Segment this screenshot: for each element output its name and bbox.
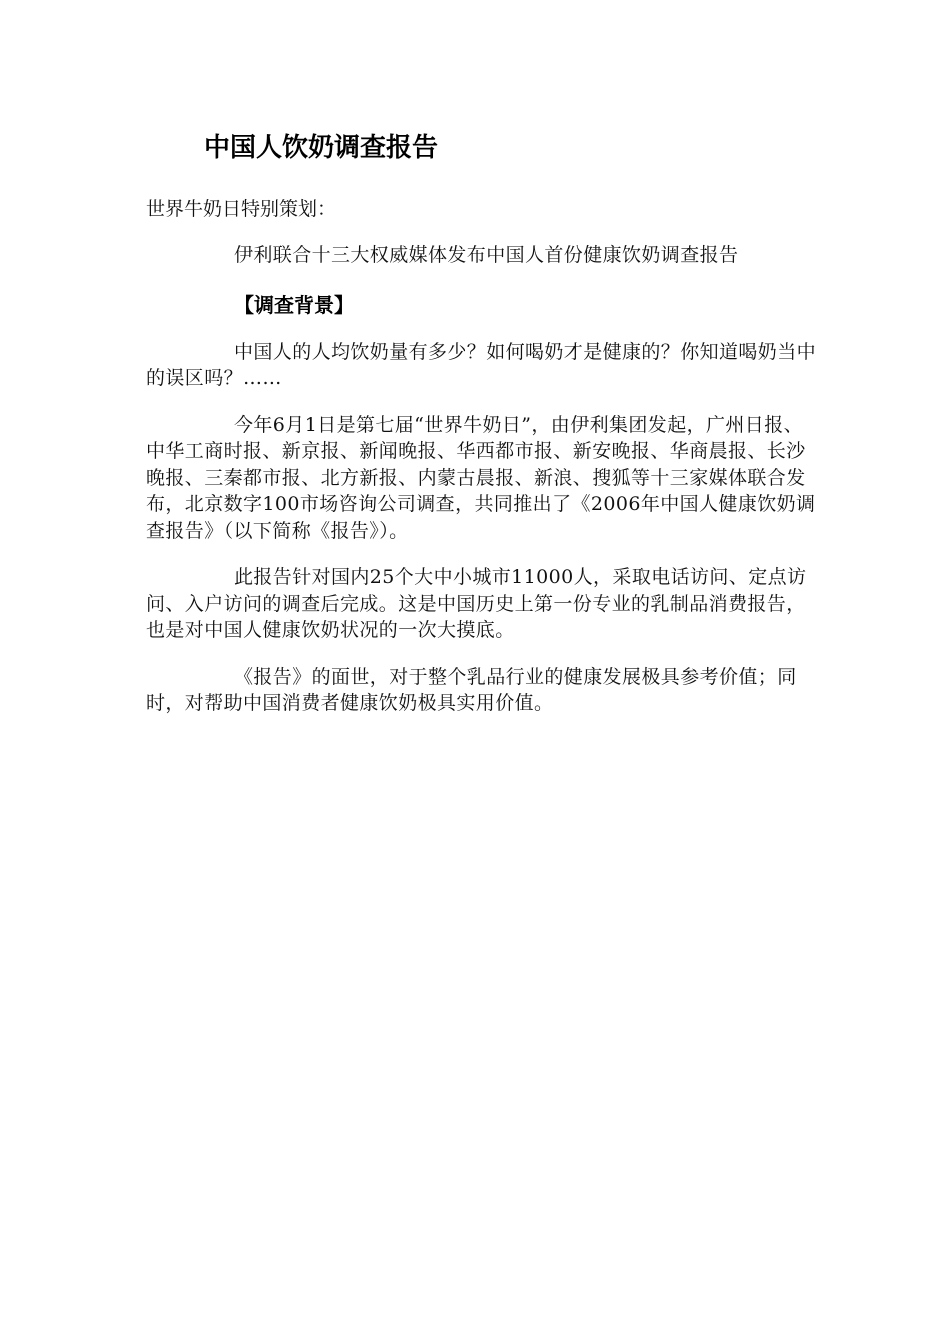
document-subtitle: 世界牛奶日特别策划： [146,198,337,220]
lead-paragraph: 伊利联合十三大权威媒体发布中国人首份健康饮奶调查报告 [234,244,739,266]
body-paragraph-2: 今年6月1日是第七届“世界牛奶日”，由伊利集团发起，广州日报、中华工商时报、新京报、新闻晚报、华西都市报、新安晚报、华商晨报、长沙晚报、三秦都市报、北方新报、内蒙古晨报、新浪、搜狐等十三家媒体联合发布，北京数字100市场咨询公司调查，共同推出了《2006年中国人健康饮奶调查报告》（以下简称《报告》）。 [146,413,816,542]
section-heading: 【调查背景】 [234,292,354,317]
page-title: 中国人饮奶调查报告 [204,133,439,163]
body-paragraph-3: 此报告针对国内25个大中小城市11000人，采取电话访问、定点访问、入户访问的调查后完成。这是中国历史上第一份专业的乳制品消费报告，也是对中国人健康饮奶状况的一次大摸底。 [146,566,807,641]
document-body [146,128,816,717]
body-paragraph-4: 《报告》的面世，对于整个乳品行业的健康发展极具参考价值；同时，对帮助中国消费者健康饮奶极具实用价值。 [146,665,797,714]
body-paragraph-1: 中国人的人均饮奶量有多少？如何喝奶才是健康的？你知道喝奶当中的误区吗？…… [146,340,817,389]
